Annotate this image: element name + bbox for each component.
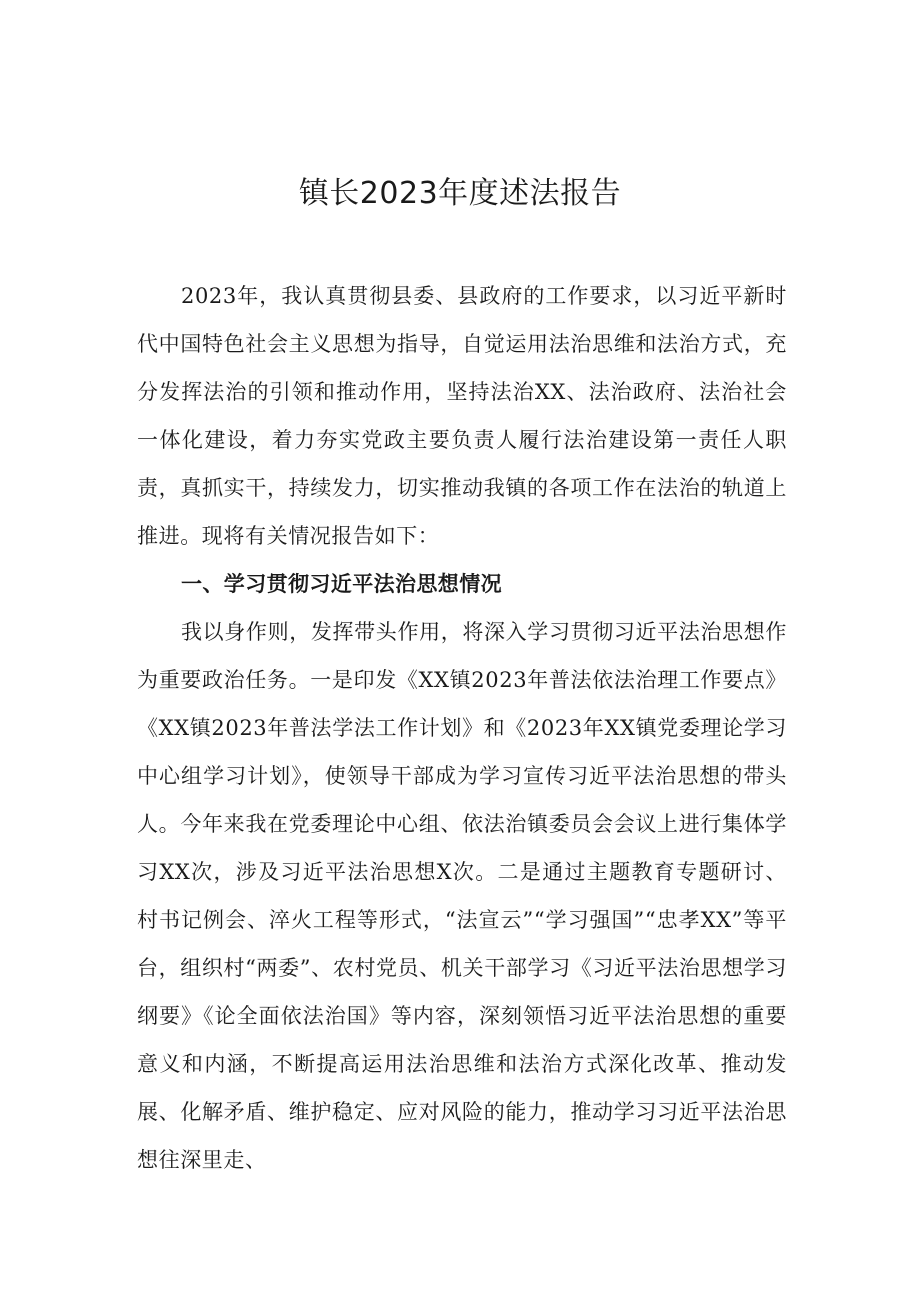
section-heading: 一、学习贯彻习近平法治思想情况 — [181, 572, 502, 596]
document-title: 镇长2023年度述法报告 — [298, 176, 622, 211]
intro-paragraph: 2023年，我认真贯彻县委、县政府的工作要求，以习近平新时代中国特色社会主义思想为指导，自觉运用法治思维和法治方式，充分发挥法治的引领和推动作用，坚持法治XX、法治政府、法治社会一体化建设，着力夯实党政主要负责人履行法治建设第一责任人职责，真抓实干，持续发力，切实推动我镇的各项工作在法治的轨道上推进。现将有关情况报告如下： — [137, 284, 787, 548]
section-paragraph: 我以身作则，发挥带头作用，将深入学习贯彻习近平法治思想作为重要政治任务。一是印发《XX镇2023年普法依法治理工作要点》《XX镇2023年普法学法工作计划》和《2023年XX镇党委理论学习中心组学习计划》，使领导干部成为学习宣传习近平法治思想的带头人。今年来我在党委理论中心组、依法治镇委员会会议上进行集体学习XX次，涉及习近平法治思想X次。二是通过主题教育专题研讨、村书记例会、淬火工程等形式，“法宣云”“学习强国”“忠孝XX”等平台，组织村“两委”、农村党员、机关干部学习《习近平法治思想学习纲要》《论全面依法治国》等内容，深刻领悟习近平法治思想的重要意义和内涵，不断提高运用法治思维和法治方式深化改革、推动发展、化解矛盾、维护稳定、应对风险的能力，推动学习习近平法治思想往深里走、 — [137, 620, 787, 1172]
